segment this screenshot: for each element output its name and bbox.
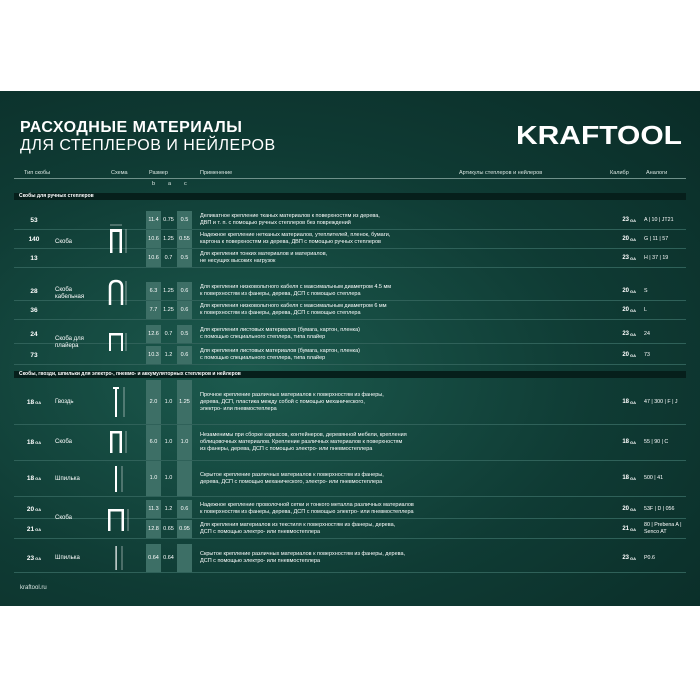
analog-value: S (644, 287, 648, 294)
header-articles: Артикулы степлеров и нейлеров (459, 170, 543, 176)
cable-staple-scheme-icon (102, 275, 132, 311)
caliber-value: 18 GA (622, 398, 636, 405)
staple-type-code: 13 (30, 254, 38, 262)
size-b-value: 2.0 (146, 380, 161, 424)
staple-type-code: 23 GA (26, 554, 42, 562)
caliber-value: 23 GA (622, 330, 636, 337)
analog-value: 24 (644, 330, 650, 337)
caliber-value: 20 GA (622, 235, 636, 242)
price-sheet (0, 91, 700, 606)
analog-value: L (644, 306, 647, 313)
staple-type-code: 24 (30, 330, 38, 338)
application-text: Для крепления низковольтного кабеля с максимальным диаметром 6 мм к поверхностям из фанеры, дерева, ДСП с помощью степлера (200, 303, 387, 316)
application-text: Прочное крепление различных материалов к поверхностям из фанеры, дерева, ДСП, пластика между собой с помощью механического, электро- или пневмостеплера (200, 391, 384, 412)
size-a-value: 1.0 (164, 475, 173, 481)
size-c-value: 0.5 (177, 249, 192, 267)
group-staple-power: Скоба (55, 439, 72, 445)
size-b-value: 0.64 (146, 544, 161, 572)
header-caliber: Калибр (610, 170, 629, 176)
size-b-value: 6.0 (146, 425, 161, 460)
analog-value: P0.6 (644, 554, 655, 561)
header-application: Применение (200, 170, 233, 176)
caliber-value: 20 GA (622, 351, 636, 358)
header-divider (14, 178, 686, 179)
analog-value: G | 11 | 57 (644, 235, 669, 242)
application-text: Для крепления тонких материалов и материалов, не несущих высоких нагрузок (200, 251, 328, 264)
staple-type-code: 140 (28, 235, 40, 243)
size-a-value: 0.64 (163, 554, 174, 561)
size-c-value: 0.95 (177, 520, 192, 538)
wide-staple-scheme-icon (102, 503, 132, 537)
staple-type-code: 53 (30, 216, 38, 224)
application-text: Для крепления листовых материалов (бумага, картон, пленка) с помощью специального степлера, типа плайер (200, 327, 360, 340)
size-c-value: 0.5 (177, 211, 192, 229)
thin-pin-scheme-icon (104, 543, 130, 573)
size-a-value: 1.0 (164, 398, 173, 405)
group-pin: Шпилька (55, 476, 80, 482)
size-b-value: 11.3 (146, 500, 161, 518)
caliber-value: 18 GA (622, 475, 636, 481)
application-text: Для крепления низковольтного кабеля с максимальным диаметром 4.5 мм к поверхностям из фанеры, дерева, ДСП с помощью степлера (200, 284, 392, 297)
caliber-value: 23 GA (622, 254, 636, 261)
size-a-value: 0.7 (164, 330, 173, 337)
size-c-value: 0.6 (177, 500, 192, 518)
size-b-value: 11.4 (146, 211, 161, 229)
group-pin-thin: Шпилька (55, 555, 80, 561)
svg-text:KRAFTOOL: KRAFTOOL (516, 121, 682, 149)
section-power-staples: Скобы, гвозди, шпильки для электро-, пневмо- и аккумуляторных степлеров и нейлеров (14, 371, 686, 378)
caliber-value: 20 GA (622, 306, 636, 313)
application-text: Для крепления материалов из текстиля к поверхностям из фанеры, дерева, ДСП с помощью электро- или пневмостеплера (200, 522, 396, 535)
staple-type-code: 18 GA (26, 398, 42, 406)
section-manual-staples: Скобы для ручных степлеров (14, 193, 686, 200)
caliber-value: 20 GA (622, 287, 636, 294)
staple-type-code: 18 GA (26, 439, 42, 446)
analog-value: 53F | D | 056 (644, 505, 675, 512)
caliber-value: 21 GA (622, 525, 636, 532)
caliber-value: 23 GA (622, 216, 636, 223)
caliber-value: 18 GA (622, 439, 636, 445)
analog-value: 47 | 300 | F | J (644, 398, 678, 405)
size-c-value: 1.25 (177, 380, 192, 424)
staple-type-code: 21 GA (26, 525, 42, 533)
staple-type-code: 36 (30, 306, 38, 314)
header-type: Тип скобы (24, 170, 51, 176)
size-a-value: 0.65 (163, 525, 174, 532)
size-a-value: 1.2 (164, 505, 173, 512)
size-b-value: 6.3 (146, 282, 161, 300)
size-a-value: 1.2 (164, 351, 173, 358)
title-line1: РАСХОДНЫЕ МАТЕРИАЛЫ (20, 119, 243, 136)
group-nail: Гвоздь (55, 399, 74, 405)
analog-value: 80 | Prebena A | Senco AT (644, 522, 682, 535)
staple-type-code: 20 GA (26, 505, 42, 513)
analog-value: 500 | 41 (644, 475, 664, 481)
application-text: Скрытое крепление различных материалов к поверхностям из фанеры, дерева, ДСП с помощью механического, электро- или пневмостеплера (200, 471, 384, 485)
size-b-value: 7.7 (146, 301, 161, 319)
size-c-value: 1.0 (177, 425, 192, 460)
size-b-value: 10.3 (146, 346, 161, 364)
staple-type-code: 28 (30, 287, 38, 295)
header-analogs: Аналоги (646, 170, 668, 176)
header-size-a: a (168, 181, 172, 187)
size-a-value: 1.25 (163, 235, 174, 242)
size-a-value: 1.0 (164, 439, 173, 445)
website-url: kraftool.ru (20, 585, 47, 591)
header-size-b: b (152, 181, 156, 187)
caliber-value: 20 GA (622, 505, 636, 512)
staple-type-code: 18 GA (26, 475, 42, 482)
size-c-value: 0.6 (177, 301, 192, 319)
application-text: Надежное крепление проволочной сетки и тонкого металла различных материалов к поверхностям из фанеры, дерева, ДСП с помощью электро- или пневмостеплера (200, 502, 414, 515)
plier-staple-scheme-icon (102, 325, 132, 361)
application-text: Деликатное крепление тканых материалов к поверхностям из дерева, ДВП и т. п. с помощью ручных степлеров без повреждений (200, 213, 380, 226)
size-b-value: 12.6 (146, 325, 161, 343)
group-plier-staple: Скоба для плайера (55, 336, 84, 349)
size-c-value: 0.55 (177, 230, 192, 248)
size-a-value: 1.25 (163, 287, 174, 294)
kraftool-logo (516, 121, 682, 149)
size-c-value (177, 544, 192, 572)
size-b-value: 10.6 (146, 249, 161, 267)
size-b-value: 1.0 (146, 461, 161, 496)
header-scheme: Схема (111, 170, 128, 176)
analog-value: A | 10 | JT21 (644, 216, 674, 223)
size-a-value: 0.75 (163, 216, 174, 223)
analog-value: 55 | 90 | C (644, 439, 669, 445)
staple-scheme-icon (102, 221, 132, 261)
analog-value: 73 (644, 351, 650, 358)
group-staple-wide: Скоба (55, 515, 72, 521)
header-size: Размер (149, 170, 168, 176)
analog-value: H | 37 | 19 (644, 254, 669, 261)
application-text: Незаменимы при сборке каркасов, контейнеров, деревянной мебели, крепления облицовочных материалов. Крепление различных материалов к поверхностям из фанеры, дерева, ДСП с помощью электро- или пневмостеплера (200, 432, 407, 452)
caliber-value: 23 GA (622, 554, 636, 561)
staple-type-code: 73 (30, 351, 38, 359)
pin-scheme-icon (104, 463, 130, 495)
size-c-value: 0.6 (177, 282, 192, 300)
title-line2: ДЛЯ СТЕПЛЕРОВ И НЕЙЛЕРОВ (20, 137, 276, 154)
size-c-value (177, 461, 192, 496)
group-staple: Скоба (55, 239, 72, 245)
header-size-c: c (184, 181, 187, 187)
application-text: Для крепления листовых материалов (бумага, картон, пленка) с помощью специального степлера, типа плайер (200, 348, 360, 361)
size-c-value: 0.6 (177, 346, 192, 364)
application-text: Скрытое крепление различных материалов к поверхностям из фанеры, дерева, ДСП с помощью электро- или пневмостеплера (200, 551, 406, 564)
size-b-value: 10.6 (146, 230, 161, 248)
application-text: Надежное крепление нетканых материалов, утеплителей, пленок, бумаги, картона к поверхностям из дерева, ДВП с помощью ручных степлеров (200, 232, 391, 245)
staple-power-scheme-icon (102, 425, 132, 459)
size-c-value: 0.5 (177, 325, 192, 343)
nail-scheme-icon (104, 383, 130, 423)
size-a-value: 0.7 (164, 254, 173, 261)
size-a-value: 1.25 (163, 306, 174, 313)
size-b-value: 12.8 (146, 520, 161, 538)
group-cable-staple: Скоба кабельная (55, 287, 85, 300)
